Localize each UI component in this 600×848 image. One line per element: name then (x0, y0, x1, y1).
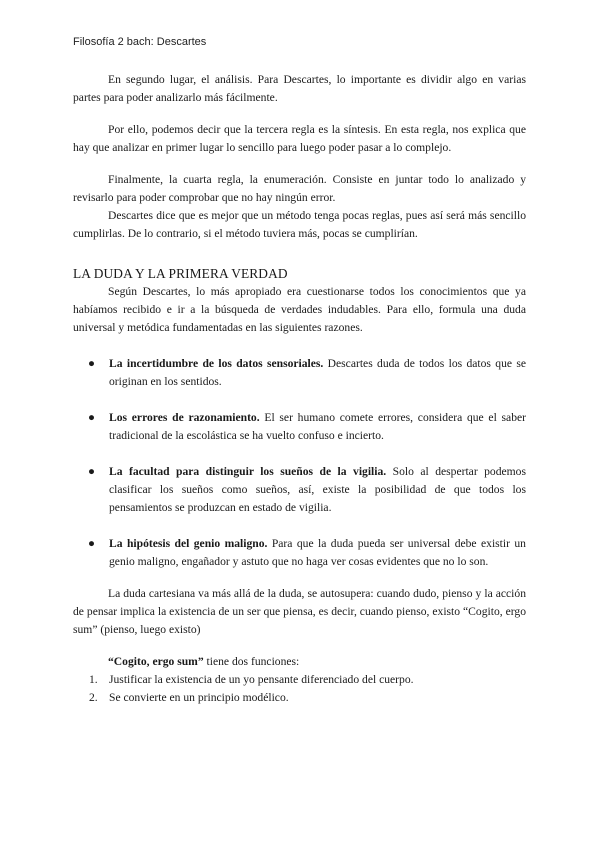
list-item-text: Descartes duda de todos los datos que se originan en los sentidos. (109, 357, 526, 388)
list-item (73, 409, 526, 445)
list-item (73, 355, 526, 391)
list-item-text: El ser humano comete errores, considera que el saber tradicional de la escolástica se ha vuelto confuso e incierto. (109, 411, 527, 442)
list-item (73, 689, 526, 707)
list-item-text: Para que la duda pueda ser universal debe existir un genio maligno, engañador y astuto que no haga ver cosas evidentes que no lo son. (109, 537, 526, 568)
section-heading: LA DUDA Y LA PRIMERA VERDAD (73, 266, 288, 281)
bullet-icon: ● (88, 537, 96, 550)
document-body (73, 71, 526, 707)
list-item (73, 535, 526, 571)
list-item-text: Solo al despertar podemos clasificar los sueños como sueños, así, existe la posibilidad de que todos los pensamientos se produzcan en estado de vigilia. (109, 465, 526, 514)
paragraph-synthesis: Por ello, podemos decir que la tercera regla es la síntesis. En esta regla, nos explica que hay que analizar en primer lugar lo sencillo para luego poder pasar a lo complejo. (73, 123, 526, 154)
bullet-icon: ● (88, 357, 96, 370)
list-item (73, 671, 526, 689)
list-number: 1. (89, 673, 98, 686)
paragraph-cartesian-doubt: La duda cartesiana va más allá de la duda, se autosupera: cuando dudo, pienso y la acción de pensar implica la existencia de un ser que piensa, es decir, cuando pienso, existo “Cogito, ergo sum” (pienso, luego existo) (73, 587, 526, 636)
paragraph-cogito (73, 653, 526, 671)
bullet-icon: ● (88, 411, 96, 424)
list-item-text: Se convierte en un principio modélico. (109, 691, 289, 704)
paragraph-analysis: En segundo lugar, el análisis. Para Descartes, lo importante es dividir algo en varias partes para poder analizarlo más fácilmente. (73, 73, 526, 104)
list-item-title: La incertidumbre de los datos sensoriales. (109, 357, 324, 370)
list-item-title: Los errores de razonamiento. (109, 411, 260, 424)
page-header: Filosofía 2 bach: Descartes (73, 36, 207, 48)
reasons-list (73, 355, 526, 571)
section-intro: Según Descartes, lo más apropiado era cuestionarse todos los conocimientos que ya habíamos recibido e ir a la búsqueda de verdades indudables. Para ello, formula una duda universal y metódica fundamentadas en las siguientes razones. (73, 285, 526, 334)
list-number: 2. (89, 691, 98, 704)
list-item-title: La hipótesis del genio maligno. (109, 537, 268, 550)
bullet-icon: ● (88, 465, 96, 478)
list-item-title: La facultad para distinguir los sueños de la vigilia. (109, 465, 387, 478)
list-item (73, 463, 526, 517)
functions-list (73, 671, 526, 707)
paragraph-enumeration: Finalmente, la cuarta regla, la enumeración. Consiste en juntar todo lo analizado y revisarlo para poder comprobar que no hay ningún error. (73, 173, 526, 204)
paragraph-few-rules: Descartes dice que es mejor que un método tenga pocas reglas, pues así será más sencillo cumplirlas. De lo contrario, si el método tuviera más, pocas se cumplirían. (73, 209, 526, 240)
list-item-text: Justificar la existencia de un yo pensante diferenciado del cuerpo. (109, 673, 414, 686)
cogito-text: tiene dos funciones: (203, 655, 300, 668)
cogito-title: “Cogito, ergo sum” (108, 655, 204, 668)
